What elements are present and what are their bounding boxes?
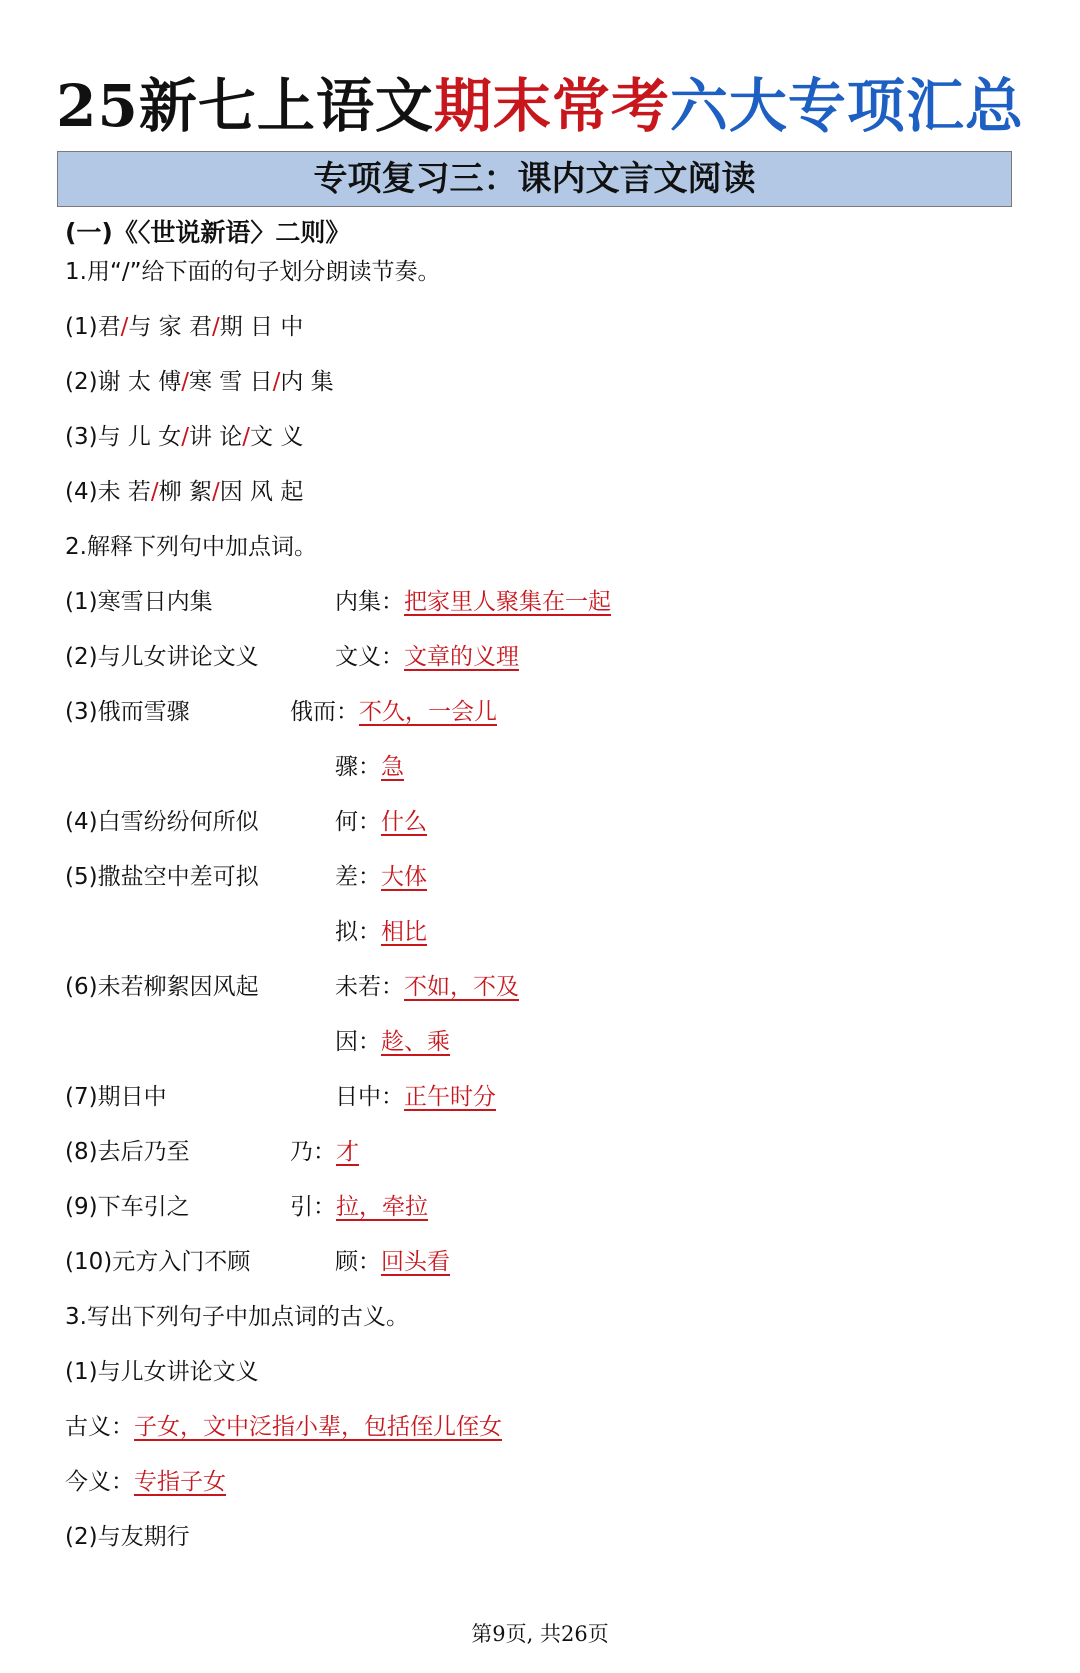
word-label: 拟：: [335, 919, 381, 945]
answer: 什么: [381, 809, 427, 835]
page-title: [0, 66, 1080, 146]
word-label: 未若：: [335, 974, 404, 1000]
rhythm-slash: /: [211, 479, 220, 505]
sentence: (5)撒盐空中差可拟: [65, 864, 259, 890]
q3-modern-meaning: [65, 1462, 226, 1502]
answer: 相比: [381, 919, 427, 945]
answer: 急: [381, 754, 404, 780]
answer: 回头看: [381, 1249, 450, 1275]
rhythm-slash: /: [242, 424, 251, 450]
word-label: 俄而：: [290, 699, 359, 725]
q3-ancient-meaning: [65, 1407, 502, 1447]
word-label: 差：: [335, 864, 381, 890]
segment: 与 家 君: [128, 314, 212, 340]
answer: 不如，不及: [404, 974, 519, 1000]
q2-item: [65, 1077, 496, 1117]
segment: 未 若: [97, 479, 151, 505]
sentence: (7)期日中: [65, 1084, 167, 1110]
segment: 期 日 中: [219, 314, 304, 340]
answer: 拉，牵拉: [336, 1194, 428, 1220]
rhythm-slash: /: [150, 479, 159, 505]
q3-prompt: 3.写出下列句子中加点词的古义。: [65, 1304, 409, 1330]
segment: 因 风 起: [219, 479, 304, 505]
q1-item-4: [65, 472, 303, 512]
word-label: 内集：: [335, 589, 404, 615]
q1-item-1: [65, 307, 303, 347]
sentence: (4)白雪纷纷何所似: [65, 809, 259, 835]
word-label: 因：: [335, 1029, 381, 1055]
item-number: (2): [65, 369, 98, 395]
q2-prompt: 2.解释下列句中加点词。: [65, 534, 317, 560]
title-part-2: 期末常考: [433, 72, 670, 140]
segment: 柳 絮: [158, 479, 212, 505]
q2-item: [65, 967, 519, 1007]
sentence: (8)去后乃至: [65, 1139, 190, 1165]
sentence: (3)俄而雪骤: [65, 699, 190, 725]
answer: 不久，一会儿: [359, 699, 497, 725]
word-label: 骤：: [335, 754, 381, 780]
rhythm-slash: /: [181, 424, 189, 450]
rhythm-slash: /: [120, 314, 129, 340]
segment: 谢 太 傅: [97, 369, 182, 395]
segment: 讲 论: [188, 424, 243, 450]
answer: 趁、乘: [381, 1029, 450, 1055]
q2-item: [65, 857, 427, 897]
rhythm-slash: /: [272, 369, 281, 395]
item-number: (1): [65, 314, 98, 340]
modern-label: 今义：: [65, 1469, 134, 1495]
segment: 文 义: [250, 424, 304, 450]
sentence: (2)与儿女讲论文义: [65, 644, 259, 670]
q1-prompt: 1.用“/”给下面的句子划分朗读节奏。: [65, 259, 441, 285]
q1-item-3: [65, 417, 303, 457]
title-part-1: 25新七上语文: [56, 72, 434, 140]
q1-item-2: [65, 362, 334, 402]
item-number: (3): [65, 424, 98, 450]
q2-item: [65, 1242, 450, 1282]
sentence: (1)寒雪日内集: [65, 589, 213, 615]
segment: 君: [97, 314, 121, 340]
answer: 正午时分: [404, 1084, 496, 1110]
q2-item: [65, 582, 611, 622]
rhythm-slash: /: [181, 369, 189, 395]
q2-item: [65, 692, 497, 732]
item-number: (4): [65, 479, 98, 505]
sentence: (9)下车引之: [65, 1194, 190, 1220]
q2-item: [65, 1132, 359, 1172]
section-banner: 专项复习三：课内文言文阅读: [57, 151, 1012, 207]
word-label: 乃：: [290, 1139, 336, 1165]
page-footer: 第9页, 共26页: [471, 1622, 609, 1646]
q3-item-1-sentence: (1)与儿女讲论文义: [65, 1359, 259, 1385]
segment: 与 儿 女: [97, 424, 182, 450]
word-label: 日中：: [335, 1084, 404, 1110]
q3-item-2-sentence: (2)与友期行: [65, 1524, 190, 1550]
word-label: 文义：: [335, 644, 404, 670]
word-label: 引：: [290, 1194, 336, 1220]
word-label: 何：: [335, 809, 381, 835]
answer: 才: [336, 1139, 359, 1165]
modern-answer: 专指子女: [134, 1469, 226, 1495]
sentence: (6)未若柳絮因风起: [65, 974, 259, 1000]
sentence: (10)元方入门不顾: [65, 1249, 251, 1275]
q2-item: [65, 1187, 428, 1227]
word-label: 顾：: [335, 1249, 381, 1275]
segment: 内 集: [280, 369, 334, 395]
answer: 把家里人聚集在一起: [404, 589, 611, 615]
segment: 寒 雪 日: [188, 369, 273, 395]
ancient-label: 古义：: [65, 1414, 134, 1440]
section-heading: (一)《〈世说新语〉二则》: [65, 218, 351, 247]
ancient-answer: 子女，文中泛指小辈，包括侄儿侄女: [134, 1414, 502, 1440]
rhythm-slash: /: [211, 314, 220, 340]
q2-item: [65, 637, 519, 677]
q2-item: [65, 802, 427, 842]
answer: 大体: [381, 864, 427, 890]
answer: 文章的义理: [404, 644, 519, 670]
title-part-3: 六大专项汇总: [669, 72, 1024, 140]
